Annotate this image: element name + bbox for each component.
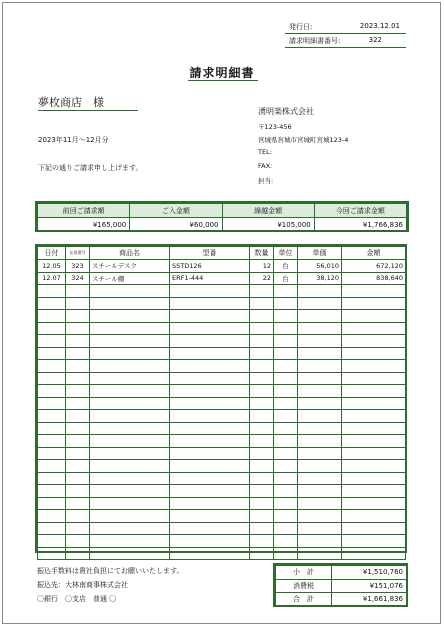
col-header-product: 商品名	[90, 247, 170, 260]
empty-cell	[38, 485, 66, 498]
empty-cell	[38, 422, 66, 435]
empty-cell	[90, 410, 170, 423]
empty-cell	[298, 510, 342, 523]
empty-cell	[342, 310, 406, 323]
empty-cell	[38, 447, 66, 460]
empty-cell	[66, 535, 90, 548]
table-row-empty	[38, 472, 406, 485]
empty-cell	[66, 447, 90, 460]
summary-header-carryover: 繰越金額	[222, 204, 314, 218]
col-header-price: 単価	[298, 247, 342, 260]
summary-current-value: ¥1,766,836	[314, 218, 406, 232]
empty-cell	[298, 335, 342, 348]
document-title: 請求明細書	[189, 66, 255, 80]
empty-cell	[170, 322, 250, 335]
issue-date-row	[285, 20, 406, 34]
issue-date-label: 発行日:	[289, 23, 313, 31]
table-row-empty	[38, 360, 406, 373]
empty-cell	[38, 510, 66, 523]
summary-header-previous: 前回ご請求額	[38, 204, 130, 218]
total-row	[276, 593, 407, 607]
empty-cell	[274, 360, 298, 373]
empty-cell	[170, 547, 250, 560]
empty-cell	[298, 460, 342, 473]
row-amount: 838,640	[342, 272, 406, 285]
empty-cell	[274, 372, 298, 385]
empty-cell	[66, 397, 90, 410]
tax-row	[276, 579, 407, 593]
empty-cell	[66, 322, 90, 335]
invoice-message: 下記の通りご請求申し上げます。	[38, 164, 143, 172]
empty-cell	[170, 372, 250, 385]
empty-cell	[274, 510, 298, 523]
table-row-empty	[38, 410, 406, 423]
empty-cell	[38, 535, 66, 548]
empty-cell	[170, 522, 250, 535]
empty-cell	[170, 297, 250, 310]
empty-cell	[66, 347, 90, 360]
empty-cell	[250, 472, 274, 485]
empty-cell	[274, 397, 298, 410]
customer-underline	[38, 110, 138, 111]
empty-cell	[342, 510, 406, 523]
summary-value-row	[38, 218, 407, 232]
table-row-empty	[38, 547, 406, 560]
empty-cell	[342, 322, 406, 335]
table-row-empty	[38, 460, 406, 473]
empty-cell	[90, 422, 170, 435]
items-header-row	[38, 247, 406, 260]
empty-cell	[342, 522, 406, 535]
empty-cell	[66, 485, 90, 498]
empty-cell	[90, 385, 170, 398]
row-price: 38,120	[298, 272, 342, 285]
table-row-empty	[38, 347, 406, 360]
empty-cell	[66, 510, 90, 523]
subtotal-row	[276, 566, 407, 580]
empty-cell	[38, 547, 66, 560]
summary-header-current: 今回ご請求金額	[314, 204, 406, 218]
empty-cell	[342, 285, 406, 298]
empty-cell	[298, 497, 342, 510]
empty-cell	[298, 372, 342, 385]
empty-cell	[90, 435, 170, 448]
empty-cell	[90, 335, 170, 348]
empty-cell	[66, 522, 90, 535]
empty-cell	[170, 410, 250, 423]
empty-cell	[298, 360, 342, 373]
empty-cell	[298, 435, 342, 448]
bank-account: 振込先：大林南商事株式会社	[37, 581, 128, 589]
table-row-empty	[38, 447, 406, 460]
empty-cell	[38, 497, 66, 510]
issuer-address: 宮城県宮城市宮城町宮城123-4	[258, 136, 349, 144]
empty-cell	[38, 385, 66, 398]
empty-cell	[250, 410, 274, 423]
empty-cell	[90, 322, 170, 335]
empty-cell	[250, 310, 274, 323]
empty-cell	[298, 297, 342, 310]
empty-cell	[90, 460, 170, 473]
empty-cell	[250, 360, 274, 373]
empty-cell	[274, 297, 298, 310]
empty-cell	[250, 285, 274, 298]
empty-cell	[66, 285, 90, 298]
empty-cell	[90, 497, 170, 510]
row-product: スチールデスク	[90, 260, 170, 273]
row-model: ERF1-444	[170, 272, 250, 285]
total-label: 合 計	[276, 593, 332, 607]
empty-cell	[274, 322, 298, 335]
empty-cell	[298, 410, 342, 423]
empty-cell	[170, 497, 250, 510]
billing-period: 2023年11月～12月分	[38, 136, 109, 144]
empty-cell	[38, 397, 66, 410]
col-header-qty: 数量	[250, 247, 274, 260]
empty-cell	[250, 510, 274, 523]
col-header-model: 型番	[170, 247, 250, 260]
empty-cell	[342, 422, 406, 435]
empty-cell	[274, 547, 298, 560]
empty-cell	[342, 385, 406, 398]
table-row-empty	[38, 322, 406, 335]
empty-cell	[274, 447, 298, 460]
summary-carryover-value: ¥105,000	[222, 218, 314, 232]
tax-value: ¥151,076	[332, 579, 407, 593]
empty-cell	[250, 297, 274, 310]
invoice-number-label: 請求明細書番号:	[289, 37, 341, 45]
empty-cell	[274, 460, 298, 473]
table-row-empty	[38, 510, 406, 523]
empty-cell	[90, 397, 170, 410]
empty-cell	[66, 472, 90, 485]
empty-cell	[250, 385, 274, 398]
empty-cell	[274, 485, 298, 498]
empty-cell	[66, 547, 90, 560]
empty-cell	[274, 435, 298, 448]
empty-cell	[90, 472, 170, 485]
empty-cell	[342, 460, 406, 473]
empty-cell	[274, 410, 298, 423]
empty-cell	[298, 397, 342, 410]
empty-cell	[38, 522, 66, 535]
table-row	[38, 260, 406, 273]
items-table	[37, 246, 406, 560]
table-row-empty	[38, 285, 406, 298]
subtotal-label: 小 計	[276, 566, 332, 580]
table-row-empty	[38, 497, 406, 510]
empty-cell	[90, 547, 170, 560]
row-slip-no: 323	[66, 260, 90, 273]
empty-cell	[250, 547, 274, 560]
empty-cell	[250, 535, 274, 548]
empty-cell	[342, 497, 406, 510]
empty-cell	[90, 522, 170, 535]
table-row	[38, 272, 406, 285]
empty-cell	[250, 422, 274, 435]
fee-note: 振込手数料は貴社負担にてお願いいたします。	[37, 567, 184, 575]
empty-cell	[38, 297, 66, 310]
empty-cell	[274, 385, 298, 398]
empty-cell	[38, 335, 66, 348]
row-qty: 12	[250, 260, 274, 273]
empty-cell	[274, 535, 298, 548]
table-row-empty	[38, 397, 406, 410]
empty-cell	[90, 447, 170, 460]
empty-cell	[38, 347, 66, 360]
empty-cell	[274, 335, 298, 348]
empty-cell	[170, 347, 250, 360]
empty-cell	[342, 547, 406, 560]
empty-cell	[342, 297, 406, 310]
table-row-empty	[38, 522, 406, 535]
empty-cell	[342, 347, 406, 360]
row-price: 56,010	[298, 260, 342, 273]
empty-cell	[66, 497, 90, 510]
empty-cell	[90, 297, 170, 310]
empty-cell	[274, 347, 298, 360]
col-header-slip-no: 伝票番号	[66, 247, 90, 260]
empty-cell	[250, 435, 274, 448]
issue-date-value: 2023.12.01	[359, 22, 400, 30]
empty-cell	[90, 347, 170, 360]
empty-cell	[298, 310, 342, 323]
empty-cell	[274, 285, 298, 298]
empty-cell	[66, 360, 90, 373]
empty-cell	[250, 460, 274, 473]
row-qty: 22	[250, 272, 274, 285]
empty-cell	[38, 360, 66, 373]
empty-cell	[298, 522, 342, 535]
empty-cell	[298, 447, 342, 460]
row-unit: 台	[274, 272, 298, 285]
empty-cell	[250, 497, 274, 510]
subtotal-value: ¥1,510,760	[332, 566, 407, 580]
empty-cell	[250, 322, 274, 335]
totals-table	[275, 565, 407, 607]
empty-cell	[298, 322, 342, 335]
empty-cell	[274, 472, 298, 485]
empty-cell	[170, 447, 250, 460]
empty-cell	[298, 547, 342, 560]
empty-cell	[298, 385, 342, 398]
row-unit: 台	[274, 260, 298, 273]
issuer-postal: 〒123-456	[258, 123, 292, 131]
empty-cell	[66, 410, 90, 423]
col-header-date: 日付	[38, 247, 66, 260]
empty-cell	[170, 535, 250, 548]
empty-cell	[170, 310, 250, 323]
row-date: 12.05	[38, 260, 66, 273]
empty-cell	[274, 310, 298, 323]
empty-cell	[250, 485, 274, 498]
empty-cell	[342, 397, 406, 410]
empty-cell	[342, 335, 406, 348]
empty-cell	[342, 360, 406, 373]
table-row-empty	[38, 372, 406, 385]
empty-cell	[250, 522, 274, 535]
empty-cell	[298, 285, 342, 298]
empty-cell	[170, 435, 250, 448]
empty-cell	[170, 335, 250, 348]
empty-cell	[38, 372, 66, 385]
empty-cell	[342, 447, 406, 460]
empty-cell	[342, 410, 406, 423]
row-product: スチール棚	[90, 272, 170, 285]
empty-cell	[170, 285, 250, 298]
empty-cell	[90, 285, 170, 298]
empty-cell	[250, 372, 274, 385]
row-date: 12.07	[38, 272, 66, 285]
table-row-empty	[38, 297, 406, 310]
empty-cell	[342, 472, 406, 485]
empty-cell	[90, 535, 170, 548]
empty-cell	[250, 397, 274, 410]
summary-payment-value: ¥60,000	[130, 218, 222, 232]
empty-cell	[342, 372, 406, 385]
empty-cell	[342, 485, 406, 498]
row-amount: 672,120	[342, 260, 406, 273]
empty-cell	[274, 522, 298, 535]
table-row-empty	[38, 422, 406, 435]
summary-header-row	[38, 204, 407, 218]
table-row-empty	[38, 310, 406, 323]
empty-cell	[66, 310, 90, 323]
title-underline	[188, 80, 258, 81]
col-header-amount: 金額	[342, 247, 406, 260]
invoice-number-row	[285, 34, 406, 48]
col-header-unit: 単位	[274, 247, 298, 260]
table-row-empty	[38, 335, 406, 348]
empty-cell	[90, 510, 170, 523]
issuer-tel-label: TEL:	[258, 148, 272, 156]
empty-cell	[274, 422, 298, 435]
empty-cell	[66, 460, 90, 473]
issuer-person-label: 担当:	[258, 177, 274, 185]
empty-cell	[90, 310, 170, 323]
empty-cell	[170, 422, 250, 435]
row-slip-no: 324	[66, 272, 90, 285]
empty-cell	[298, 472, 342, 485]
table-row-empty	[38, 485, 406, 498]
empty-cell	[66, 422, 90, 435]
empty-cell	[298, 535, 342, 548]
empty-cell	[90, 360, 170, 373]
empty-cell	[66, 372, 90, 385]
bank-branch: 〇銀行 〇支店 普通 〇	[37, 595, 117, 603]
empty-cell	[90, 485, 170, 498]
total-value: ¥1,661,836	[332, 593, 407, 607]
empty-cell	[170, 397, 250, 410]
header-info-box	[285, 20, 406, 48]
empty-cell	[170, 360, 250, 373]
empty-cell	[38, 285, 66, 298]
empty-cell	[250, 347, 274, 360]
empty-cell	[170, 460, 250, 473]
empty-cell	[170, 472, 250, 485]
empty-cell	[250, 335, 274, 348]
customer-name: 夢枚商店 様	[38, 96, 104, 109]
empty-cell	[342, 535, 406, 548]
empty-cell	[274, 497, 298, 510]
empty-cell	[38, 472, 66, 485]
summary-table	[37, 203, 407, 232]
empty-cell	[170, 510, 250, 523]
issuer-fax-label: FAX:	[258, 162, 273, 170]
summary-header-payment: ご入金額	[130, 204, 222, 218]
summary-previous-value: ¥165,000	[38, 218, 130, 232]
empty-cell	[38, 410, 66, 423]
empty-cell	[66, 435, 90, 448]
empty-cell	[298, 485, 342, 498]
empty-cell	[66, 385, 90, 398]
table-row-empty	[38, 435, 406, 448]
empty-cell	[38, 460, 66, 473]
empty-cell	[298, 422, 342, 435]
empty-cell	[38, 310, 66, 323]
tax-label: 消費税	[276, 579, 332, 593]
empty-cell	[342, 435, 406, 448]
empty-cell	[66, 297, 90, 310]
invoice-number-value: 322	[368, 36, 382, 44]
table-row-empty	[38, 535, 406, 548]
row-model: SSTD126	[170, 260, 250, 273]
empty-cell	[38, 435, 66, 448]
empty-cell	[170, 485, 250, 498]
empty-cell	[90, 372, 170, 385]
table-row-empty	[38, 385, 406, 398]
empty-cell	[250, 447, 274, 460]
empty-cell	[38, 322, 66, 335]
empty-cell	[298, 347, 342, 360]
issuer-company: 湧明楽株式会社	[258, 107, 314, 116]
empty-cell	[170, 385, 250, 398]
empty-cell	[66, 335, 90, 348]
